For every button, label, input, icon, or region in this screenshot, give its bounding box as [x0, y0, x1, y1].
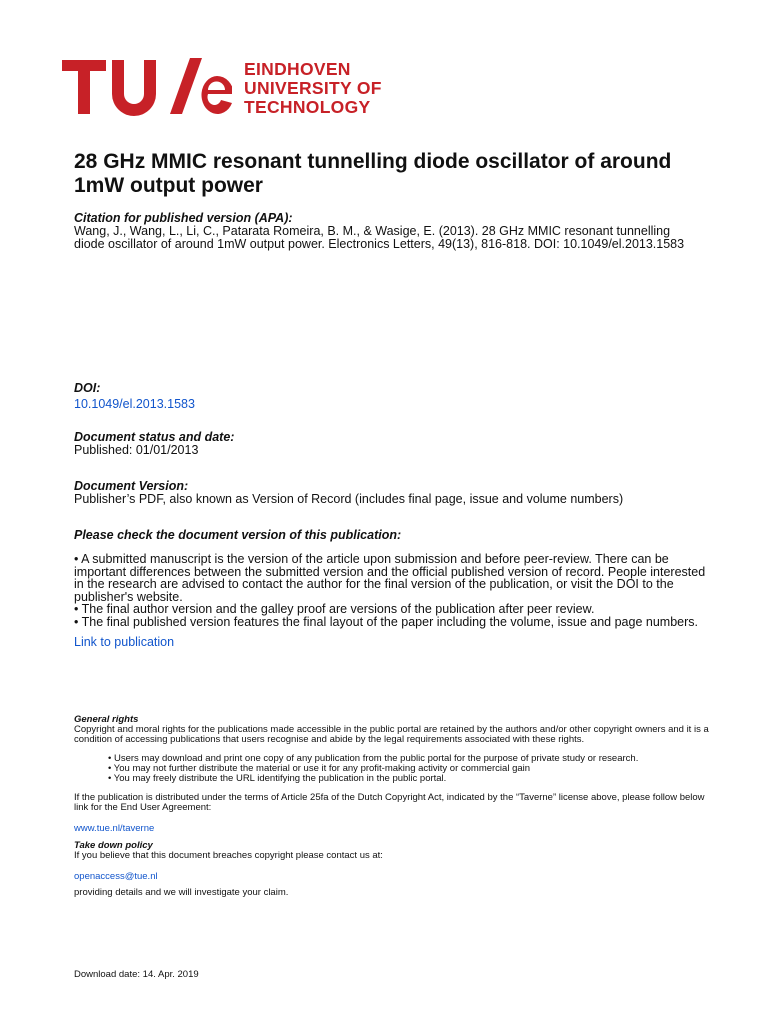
citation-section [74, 212, 714, 250]
publication-link[interactable]: Link to publication [74, 635, 175, 649]
status-section [74, 431, 714, 457]
version-value: Publisher’s PDF, also known as Version of Record (includes final page, issue and volume numbers) [74, 492, 624, 506]
check-bullet: • The final published version features the final layout of the paper including the volume, issue and page numbers. [74, 614, 698, 629]
document-title: 28 GHz MMIC resonant tunnelling diode oscillator of around 1mW output power [74, 150, 672, 197]
takedown-section [74, 841, 714, 898]
taverne-link[interactable]: www.tue.nl/taverne [74, 823, 155, 834]
rights-section [74, 715, 714, 836]
citation-line-2: diode oscillator of around 1mW output power. Electronics Letters, 49(13), 816-818. DOI: 10.1049/el.2013.1583 [74, 236, 685, 251]
check-bullet: • A submitted manuscript is the version of the article upon submission and before peer-review. There can be important differences between the submitted version and the official published version of record. People interested in the research are advised to contact the author for the final version of the publication, or visit the DOI to the publisher's website. [74, 552, 706, 604]
rights-bullet: • Users may download and print one copy of any publication from the public portal for the purpose of private study or research. [108, 753, 639, 764]
doi-section [74, 382, 714, 413]
logo-line-2: UNIVERSITY OF [244, 78, 382, 98]
doi-link[interactable]: 10.1049/el.2013.1583 [74, 397, 195, 411]
version-section [74, 480, 714, 506]
logo-line-1: EINDHOVEN [244, 59, 351, 79]
takedown-email-link[interactable]: openaccess@tue.nl [74, 871, 158, 882]
tue-logo [62, 58, 392, 118]
status-value: Published: 01/01/2013 [74, 443, 199, 457]
check-bullet: • The final author version and the galley proof are versions of the publication after peer review. [74, 602, 595, 616]
rights-bullet-list [108, 754, 714, 784]
logo-line-3: TECHNOLOGY [244, 97, 371, 117]
download-date: Download date: 14. Apr. 2019 [74, 969, 199, 980]
check-heading: Please check the document version of this publication: [74, 528, 402, 542]
takedown-closing: providing details and we will investigate your claim. [74, 887, 289, 898]
takedown-label: Take down policy [74, 840, 153, 851]
takedown-text: If you believe that this document breaches copyright please contact us at: [74, 850, 383, 861]
rights-label: General rights [74, 714, 139, 725]
doi-label: DOI: [74, 381, 101, 395]
taverne-text: If the publication is distributed under the terms of Article 25fa of the Dutch Copyright Act, indicated by the “Taverne” license above, please follow below link for the End User Agreement: [74, 792, 705, 813]
tue-logo-mark [62, 58, 232, 116]
rights-text: Copyright and moral rights for the publications made accessible in the public portal are retained by the authors and/or other copyright owners and it is a condition of accessing publications that users recognise and abide by the legal requirements associated with these rights. [74, 724, 709, 745]
version-label: Document Version: [74, 479, 189, 493]
rights-bullet: • You may freely distribute the URL identifying the publication in the public portal. [108, 773, 447, 784]
citation-label: Citation for published version (APA): [74, 211, 293, 225]
status-label: Document status and date: [74, 430, 235, 444]
check-bullet-list [74, 553, 714, 628]
logo-wordmark [244, 60, 382, 117]
citation-line-1: Wang, J., Wang, L., Li, C., Patarata Romeira, B. M., & Wasige, E. (2013). 28 GHz MMIC resonant tunnelling [74, 224, 671, 238]
check-section [74, 529, 714, 651]
rights-bullet: • You may not further distribute the material or use it for any profit-making activity or commercial gain [108, 763, 531, 774]
